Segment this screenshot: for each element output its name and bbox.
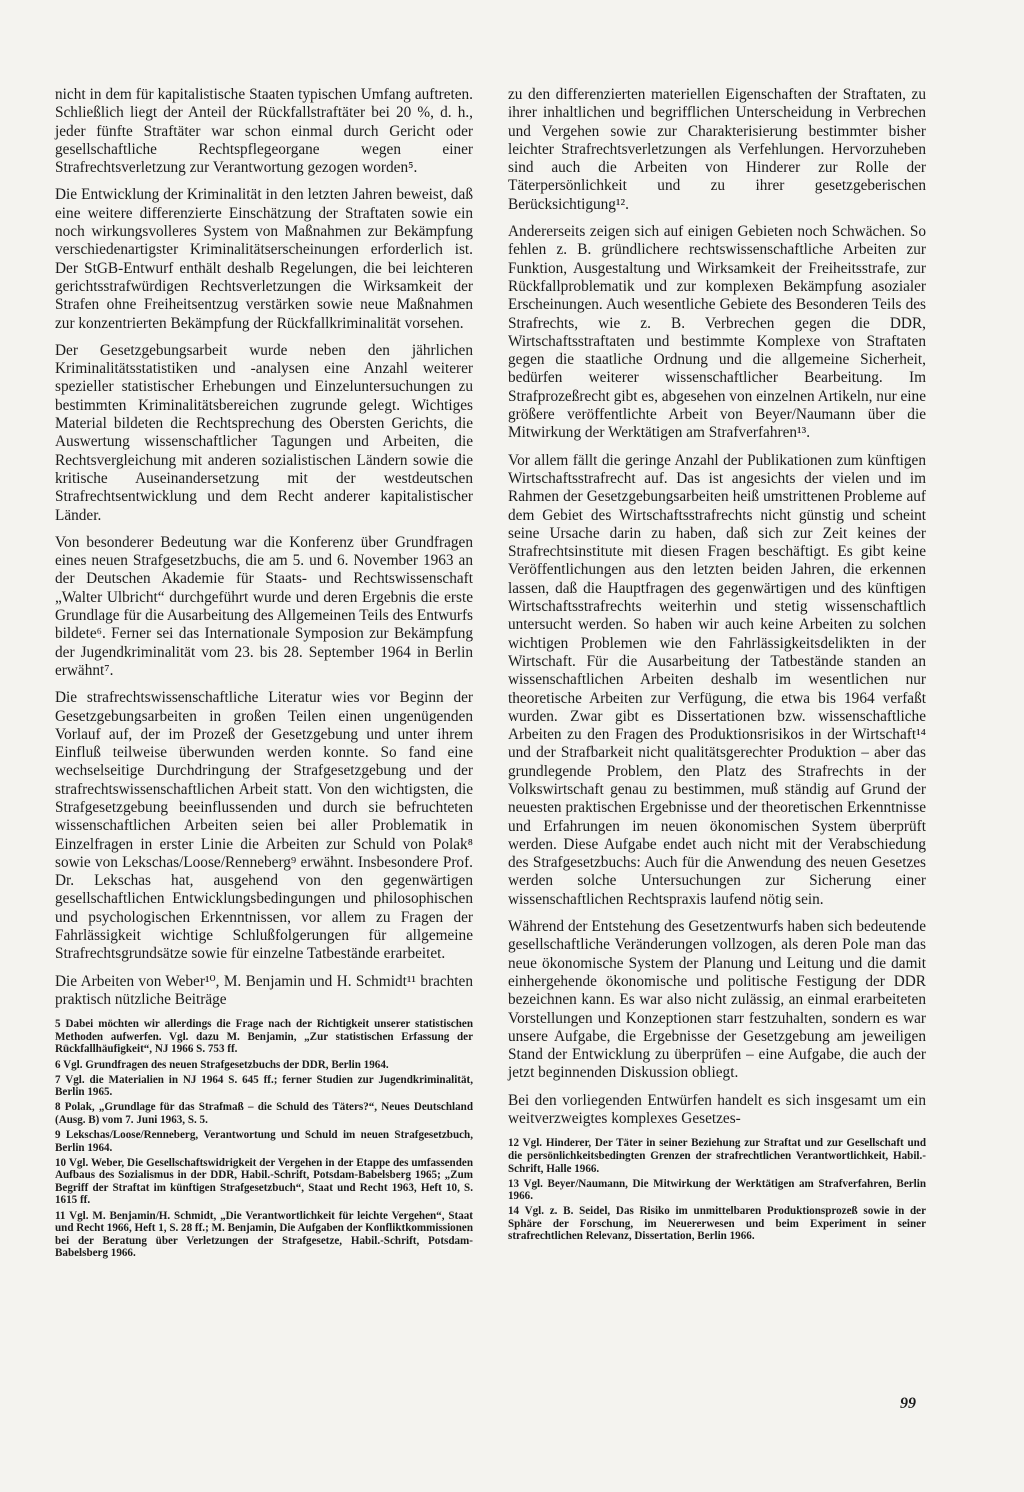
right-paragraph-2: Andererseits zeigen sich auf einigen Gebieten noch Schwächen. So fehlen z. B. gründlichere rechtswissenschaftliche Arbeiten zur Funktion, Ausgestaltung und Wirksamkeit der Freiheitsstrafe, zur Rückfallproblematik und zur komplexen Bekämpfung asozialer Erscheinungen. Auch wesentliche Gebiete des Besonderen Teils des Strafrechts, wie z. B. Verbrechen gegen die DDR, Wirtschaftsstraftaten und bestimmte Komplexe von Straftaten gegen die staatliche Ordnung und die allgemeine Sicherheit, bedürfen weiterer wissenschaftlicher Bearbeitung. Im Strafprozeßrecht gibt es, abgesehen von einzelnen Artikeln, nur eine größere veröffentlichte Arbeit von Beyer/Naumann über die Mitwirkung der Werktätigen am Strafverfahren¹³. bbox=[508, 223, 926, 442]
footnote-5: 5 Dabei möchten wir allerdings die Frage nach der Richtigkeit unserer statistischen Methoden aufwerfen. Vgl. dazu M. Benjamin, „Zur statistischen Erfassung der Rückfallhäufigkeit“, NJ 1966 S. 753 ff. bbox=[55, 1018, 473, 1056]
footnote-6: 6 Vgl. Grundfragen des neuen Strafgesetzbuchs der DDR, Berlin 1964. bbox=[55, 1058, 389, 1071]
footnote-9: 9 Lekschas/Loose/Renneberg, Verantwortung und Schuld im neuen Strafgesetzbuch, Berlin 1964. bbox=[55, 1129, 473, 1154]
right-paragraph-1: zu den differenzierten materiellen Eigenschaften der Straftaten, zu ihrer inhaltlichen und begrifflichen Unterscheidung in Verbrechen und Vergehen sowie zur Charakterisierung bestimmter bisher leichter Strafrechtsverletzungen als Verfehlungen. Hervorzuheben sind auch die Arbeiten von Hinderer zur Rolle der Täterpersönlichkeit und zu ihrer gesetzgeberischen Berücksichtigung¹². bbox=[508, 86, 926, 213]
footnote-7: 7 Vgl. die Materialien in NJ 1964 S. 645 ff.; ferner Studien zur Jugendkriminalität, Berlin 1965. bbox=[55, 1073, 473, 1099]
page-number: 99 bbox=[900, 1395, 916, 1412]
left-paragraph-4: Von besonderer Bedeutung war die Konferenz über Grundfragen eines neuen Strafgesetzbuchs, die am 5. und 6. November 1963 an der Deutschen Akademie für Staats- und Rechtswissenschaft „Walter Ulbricht“ durchgeführt wurde und deren Ergebnis die erste Grundlage für die Ausarbeitung des Allgemeinen Teils des Entwurfs bildete⁶. Ferner sei das Internationale Symposion zur Bekämpfung der Jugendkriminalität vom 23. bis 28. September 1964 in Berlin erwähnt⁷. bbox=[55, 533, 473, 679]
footnote-10: 10 Vgl. Weber, Die Gesellschaftswidrigkeit der Vergehen in der Etappe des umfassenden Aufbaus des Sozialismus in der DDR, Habil.-Schrift, Potsdam-Babelsberg 1965; „Zum Begriff der Straftat im künftigen Strafgesetzbuch“, Staat und Recht 1963, Heft 10, S. 1615 ff. bbox=[55, 1156, 473, 1207]
footnote-12: 12 Vgl. Hinderer, Der Täter in seiner Beziehung zur Straftat und zur Gesellschaft und die persönlichkeitsbedingten Grenzen der strafrechtlichen Verantwortlichkeit, Habil.-Schrift, Halle 1966. bbox=[508, 1137, 926, 1175]
right-paragraph-4: Während der Entstehung des Gesetzentwurfs haben sich bedeutende gesellschaftliche Veränderungen vollzogen, als deren Pole man das neue ökonomische System der Planung und Leitung und die damit einhergehende ökonomische und politische Festigung der DDR bezeichnen kann. Es war also nicht zulässig, an einmal erarbeiteten Vorstellungen und Konzeptionen starr festzuhalten, sondern es war unsere Aufgabe, die Ergebnisse der Gesetzgebung am jeweiligen Stand der Entwicklung zu überprüfen – eine Aufgabe, die auch der jetzt beginnenden Diskussion obliegt. bbox=[508, 918, 926, 1082]
right-paragraph-5: Bei den vorliegenden Entwürfen handelt es sich insgesamt um ein weitverzweigtes komplexes Gesetzes- bbox=[508, 1091, 926, 1128]
left-paragraph-3: Der Gesetzgebungsarbeit wurde neben den jährlichen Kriminalitätsstatistiken und -analysen eine Anzahl weiterer spezieller statistischer Erhebungen und Einzeluntersuchungen zu bestimmten Kriminalitätsbereichen zugrunde gelegt. Wichtiges Material bildeten die Rechtsprechung des Obersten Gerichts, die Auswertung wissenschaftlicher Tagungen und Arbeiten, die Rechtsvergleichung mit anderen sozialistischen Ländern sowie die kritische Auseinandersetzung mit der westdeutschen Strafrechtsentwicklung und dem Recht anderer kapitalistischer Länder. bbox=[55, 341, 473, 524]
left-column bbox=[55, 86, 473, 1262]
left-paragraph-6: Die Arbeiten von Weber¹⁰, M. Benjamin und H. Schmidt¹¹ brachten praktisch nützliche Beiträge bbox=[55, 972, 473, 1008]
right-column bbox=[508, 86, 926, 1246]
right-paragraph-3: Vor allem fällt die geringe Anzahl der Publikationen zum künftigen Wirtschaftsstrafrecht auf. Das ist angesichts der vielen und im Rahmen der Gesetzgebungsarbeiten heiß umstrittenen Probleme auf dem Gebiet des Wirtschaftsstrafrechts nicht günstig und scheint seine Ursache darin zu haben, daß sich zur Zeit keines der Strafrechtsinstitute mit diesen Fragen beschäftigt. Es gibt keine Veröffentlichungen aus den letzten beiden Jahren, die erkennen lassen, daß die Hauptfragen des gegenwärtigen und des künftigen Wirtschaftsstrafrechts weiterhin und stetig wissenschaftlich untersucht werden. So haben wir auch keine Arbeiten zu solchen wichtigen Problemen wie den Fahrlässigkeitsdelikten in der Wirtschaft. Für die Ausarbeitung der Tatbestände standen an wissenschaftlichen Arbeiten deshalb im wesentlichen nur theoretische Arbeiten zur Verfügung, die etwa bis 1964 verfaßt wurden. Zwar gibt es Dissertationen bzw. wissenschaftliche Arbeiten zu den Fragen des Produktionsrisikos in der Wirtschaft¹⁴ und der Strafbarkeit nicht qualitätsgerechter Produktion – aber das grundlegende Problem, den Platz des Strafrechts in der Volkswirtschaft genau zu bestimmen, muß ständig auf Grund der neuesten praktischen Ergebnisse und der theoretischen Erkenntnisse und Erfahrungen im neuen ökonomischen System überprüft werden. Diese Aufgabe endet auch nicht mit der Verabschiedung des Strafgesetzbuchs: Auch für die Anwendung des neuen Gesetzes werden solche Untersuchungen zur Sicherung einer wissenschaftlichen Rechtspraxis laufend nötig sein. bbox=[508, 451, 926, 908]
footnote-13: 13 Vgl. Beyer/Naumann, Die Mitwirkung der Werktätigen am Strafverfahren, Berlin 1966. bbox=[508, 1177, 926, 1203]
left-paragraph-2: Die Entwicklung der Kriminalität in den letzten Jahren beweist, daß eine weitere differenzierte Einschätzung der Straftaten sowie ein noch wirkungsvolleres System von Maßnahmen zur Bekämpfung verschiedenartigster Kriminalitätserscheinungen erforderlich ist. Der StGB-Entwurf enthält deshalb Regelungen, die bei leichteren gerichtsstrafwürdigen Rechtsverletzungen die Wirksamkeit der Strafen ohne Freiheitsentzug verstärken sowie neue Maßnahmen zur konzentrierten Bekämpfung der Rückfallkriminalität vorsehen. bbox=[55, 186, 473, 332]
footnote-11: 11 Vgl. M. Benjamin/H. Schmidt, „Die Verantwortlichkeit für leichte Vergehen“, Staat und Recht 1966, Heft 1, S. 28 ff.; M. Benjamin, Die Aufgaben der Konfliktkommissionen bei der Beratung über Verletzungen der Strafgesetze, Habil.-Schrift, Potsdam-Babelsberg 1966. bbox=[55, 1209, 473, 1260]
left-footnotes bbox=[55, 1018, 473, 1260]
right-footnotes bbox=[508, 1137, 926, 1243]
footnote-14: 14 Vgl. z. B. Seidel, Das Risiko im unmittelbaren Produktionsprozeß sowie in der Sphäre der Forschung, im Neuererwesen und beim Experiment in seiner strafrechtlichen Relevanz, Dissertation, Berlin 1966. bbox=[508, 1205, 926, 1243]
left-paragraph-5: Die strafrechtswissenschaftliche Literatur wies vor Beginn der Gesetzgebungsarbeiten in großen Teilen einen ungenügenden Vorlauf auf, der im Prozeß der Gesetzgebung und unter ihrem Einfluß teilweise überwunden werden konnte. So fand eine wechselseitige Durchdringung der Strafgesetzgebung und der strafrechtswissenschaftlichen Arbeit statt. Von den wichtigsten, die Strafgesetzgebung beeinflussenden und durch sie befruchteten wissenschaftlichen Arbeiten seien bei aller Problematik in Einzelfragen in erster Linie die Arbeiten zur Schuld von Polak⁸ sowie von Lekschas/Loose/Renneberg⁹ erwähnt. Insbesondere Prof. Dr. Lekschas hat, ausgehend von den gegenwärtigen gesellschaftlichen Entwicklungsbedingungen und philosophischen und psychologischen Erkenntnissen, vor allem zu Fragen der Fahrlässigkeit wichtige Schlußfolgerungen für allgemeine Strafrechtsgrundsätze sowie für einzelne Tatbestände erarbeitet. bbox=[55, 689, 473, 963]
left-paragraph-1: nicht in dem für kapitalistische Staaten typischen Umfang auftreten. Schließlich liegt der Anteil der Rückfallstraftäter bei 20 %, d. h., jeder fünfte Straftäter war schon einmal durch Gericht oder gesellschaftliche Rechtspflegeorgane wegen einer Strafrechtsverletzung zur Verantwortung gezogen worden⁵. bbox=[55, 86, 473, 177]
footnote-8: 8 Polak, „Grundlage für das Strafmaß – die Schuld des Täters?“, Neues Deutschland (Ausg. B) vom 7. Juni 1963, S. 5. bbox=[55, 1101, 473, 1126]
